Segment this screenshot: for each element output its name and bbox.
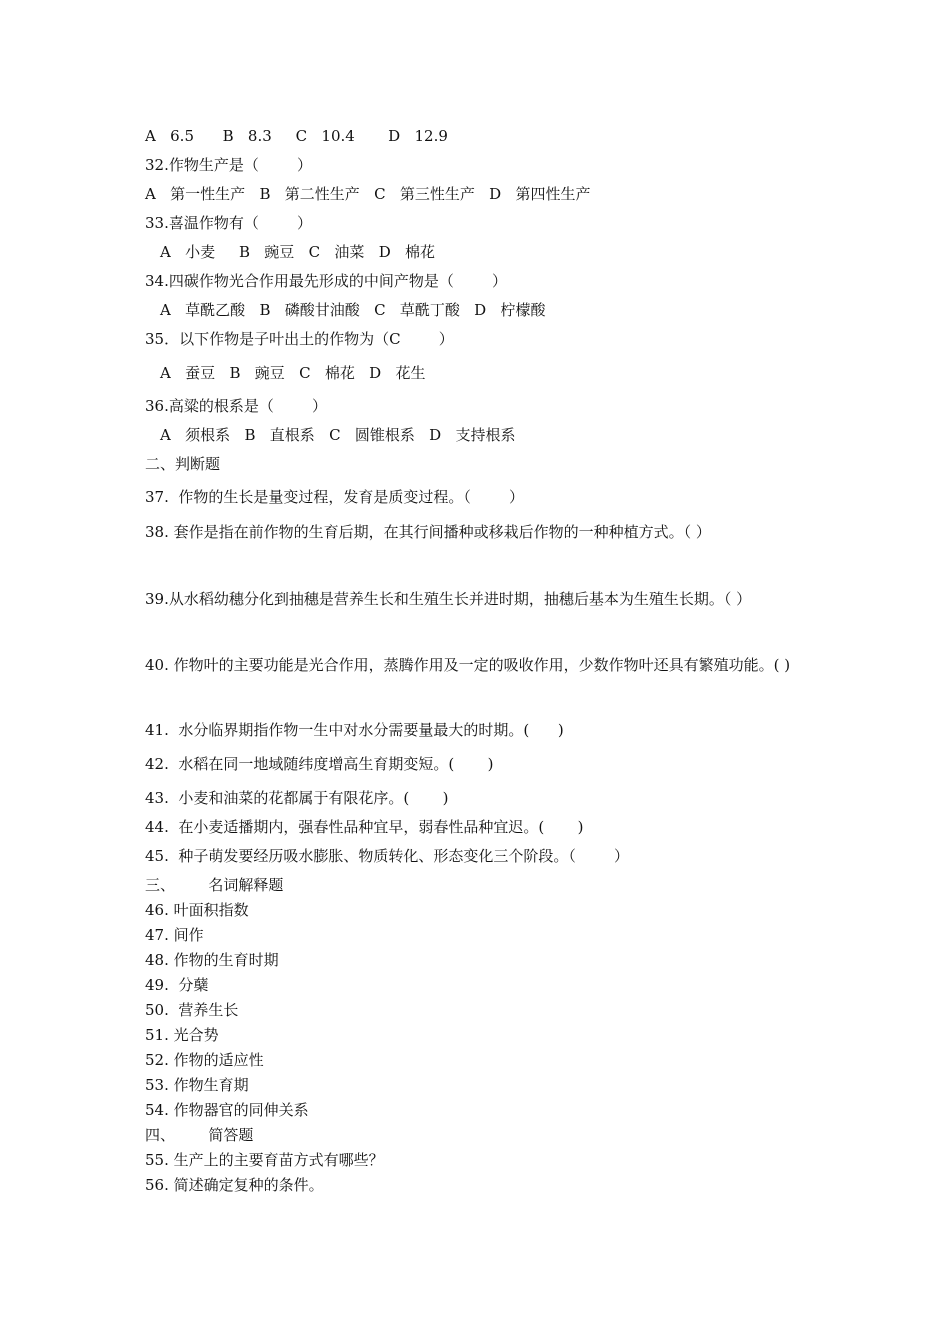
question-56: 56. 简述确定复种的条件。 [145,1176,324,1194]
question-31-options: A 6.5 B 8.3 C 10.4 D 12.9 [145,127,448,145]
question-33: 33.喜温作物有（ ） [145,214,313,232]
question-55: 55. 生产上的主要育苗方式有哪些？ [145,1151,384,1169]
question-36: 36.高粱的根系是（ ） [145,397,328,415]
question-45: 45. 种子萌发要经历吸水膨胀、物质转化、形态变化三个阶段。（ ） [145,847,630,865]
question-49: 49. 分蘖 [145,976,209,994]
question-52: 52. 作物的适应性 [145,1051,264,1069]
question-40: 40. 作物叶的主要功能是光合作用，蒸腾作用及一定的吸收作用，少数作物叶还具有繁殖功能。( ) [145,656,791,674]
question-32: 32.作物生产是（ ） [145,156,313,174]
question-37: 37. 作物的生长是量变过程，发育是质变过程。（ ） [145,488,525,506]
question-38: 38. 套作是指在前作物的生育后期，在其行间播种或移栽后作物的一种种植方式。（ ） [145,523,711,541]
question-44: 44. 在小麦适播期内，强春性品种宜早，弱春性品种宜迟。( ) [145,818,584,836]
question-50: 50. 营养生长 [145,1001,239,1019]
question-53: 53. 作物生育期 [145,1076,249,1094]
question-43: 43. 小麦和油菜的花都属于有限花序。( ) [145,789,449,807]
question-33-options: A 小麦 B 豌豆 C 油菜 D 棉花 [160,243,436,261]
question-39: 39.从水稻幼穗分化到抽穗是营养生长和生殖生长并进时期，抽穗后基本为生殖生长期。（ ） [145,590,752,608]
section-3-heading: 三、 名词解释题 [145,876,284,894]
question-54: 54. 作物器官的同伸关系 [145,1101,309,1119]
question-48: 48. 作物的生育时期 [145,951,279,969]
section-4-heading: 四、 简答题 [145,1126,254,1144]
question-32-options: A 第一性生产 B 第二性生产 C 第三性生产 D 第四性生产 [145,185,591,203]
question-46: 46. 叶面积指数 [145,901,249,919]
question-51: 51. 光合势 [145,1026,219,1044]
question-35-options: A 蚕豆 B 豌豆 C 棉花 D 花生 [160,364,426,382]
question-47: 47. 间作 [145,926,204,944]
question-35: 35．以下作物是子叶出土的作物为（C ） [145,330,454,348]
section-2-heading: 二、判断题 [145,455,221,473]
question-34: 34.四碳作物光合作用最先形成的中间产物是（ ） [145,272,508,290]
question-42: 42. 水稻在同一地域随纬度增高生育期变短。( ) [145,755,494,773]
question-41: 41. 水分临界期指作物一生中对水分需要量最大的时期。( ) [145,721,564,739]
question-36-options: A 须根系 B 直根系 C 圆锥根系 D 支持根系 [160,426,516,444]
question-34-options: A 草酰乙酸 B 磷酸甘油酸 C 草酰丁酸 D 柠檬酸 [160,301,546,319]
